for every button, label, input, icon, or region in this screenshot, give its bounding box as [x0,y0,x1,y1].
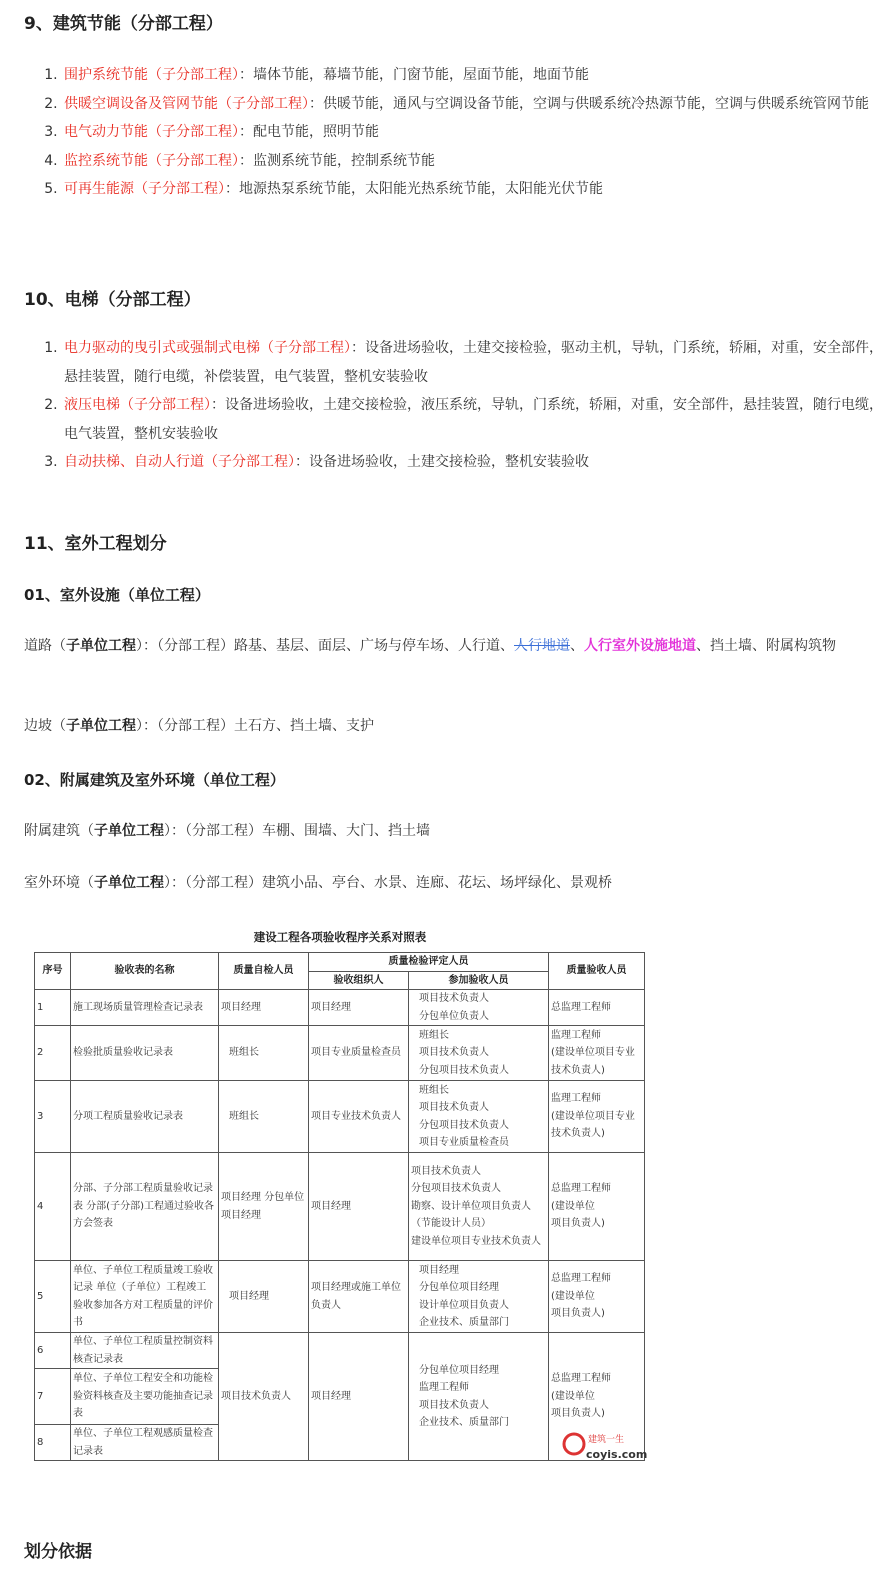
section-9-list [24,61,892,204]
env-paragraph: 室外环境（子单位工程）：（分部工程）建筑小品、亭台、水景、连廊、花坛、场坪绿化、景观桥 [24,875,612,891]
header-org: 验收组织人 [309,971,409,990]
table-row: 5 单位、子单位工程质量竣工验收记录 单位（子单位）工程竣工验收参加各方对工程质量的评价书 项目经理 项目经理或施工单位负责人 项目经理 分包单位项目经理 设计单位项目负责人 企业技术、质量部门 总监理工程师 (建设单位 项目负责人) [35,1261,645,1333]
subsection-02-title: 02、附属建筑及室外环境（单位工程） [24,771,285,789]
header-no: 序号 [35,953,71,990]
header-final: 质量验收人员 [549,953,645,990]
header-part: 参加验收人员 [409,971,549,990]
header-name: 验收表的名称 [71,953,219,990]
section-9-title: 9、建筑节能（分部工程） [24,14,223,34]
table-row: 4 分部、子分部工程质量验收记录表 分部(子分部)工程通过验收各方会签表 项目经理 分包单位项目经理 项目经理 项目技术负责人 分包项目技术负责人 勘察、设计单位项目负责人 （节能设计人员） 建设单位项目专业技术负责人 总监理工程师 (建设单位 项目负责人) [35,1153,645,1261]
list-item: 3. 自动扶梯、自动人行道（子分部工程）：设备进场验收，土建交接检验，整机安装验收 [62,448,892,477]
acceptance-table [34,952,648,1461]
table-row: 6 单位、子单位工程质量控制资料核查记录表 项目技术负责人 项目经理 分包单位项目经理 监理工程师 项目技术负责人 企业技术、质量部门 总监理工程师 (建设单位 项目负责人) [35,1333,645,1369]
list-item: 2. 液压电梯（子分部工程）：设备进场验收，土建交接检验，液压系统，导轨，门系统，轿厢，对重，安全部件，悬挂装置，随行电缆，电气装置，整机安装验收 [62,391,892,448]
annex-paragraph: 附属建筑（子单位工程）：（分部工程）车棚、围墙、大门、挡土墙 [24,823,430,839]
table-row: 1 施工现场质量管理检查记录表 项目经理 项目经理 项目技术负责人 分包单位负责人 总监理工程师 [35,990,645,1026]
watermark-text: coyis.com [586,1448,648,1461]
header-group: 质量检验评定人员 [309,953,549,972]
road-paragraph: 道路（子单位工程）：（分部工程）路基、基层、面层、广场与停车场、人行道、人行地道、人行室外设施地道、挡土墙、附属构筑物 [24,638,836,654]
table-row: 8 单位、子单位工程观感质量检查记录表 [35,1425,645,1461]
subsection-01-title: 01、室外设施（单位工程） [24,586,210,604]
footer-heading: 划分依据 [24,1542,92,1562]
table-row: 7 单位、子单位工程安全和功能检验资料核查及主要功能抽查记录表 [35,1369,645,1425]
list-item: 1. 电力驱动的曳引式或强制式电梯（子分部工程）：设备进场验收，土建交接检验，驱动主机，导轨，门系统，轿厢，对重，安全部件，悬挂装置，随行电缆，补偿装置，电气装置，整机安装验收 [62,334,892,391]
section-10-title: 10、电梯（分部工程） [24,290,201,310]
section-10-list [24,334,892,477]
header-self: 质量自检人员 [219,953,309,990]
slope-paragraph: 边坡（子单位工程）：（分部工程）土石方、挡土墙、支护 [24,718,374,734]
watermark-logo [562,1428,648,1464]
list-item: 4. 监控系统节能（子分部工程）：监测系统节能，控制系统节能 [62,147,892,176]
acceptance-table-figure [34,926,646,1470]
table-row: 3 分项工程质量验收记录表 班组长 项目专业技术负责人 班组长 项目技术负责人 分包项目技术负责人 项目专业质量检查员 监理工程师 (建设单位项目专业技术负责人) [35,1081,645,1153]
list-item: 3. 电气动力节能（子分部工程）：配电节能，照明节能 [62,118,892,147]
section-11-title: 11、室外工程划分 [24,534,167,554]
list-item: 2. 供暖空调设备及管网节能（子分部工程）：供暖节能，通风与空调设备节能，空调与供暖系统冷热源节能，空调与供暖系统管网节能 [62,90,892,119]
list-item: 1. 围护系统节能（子分部工程）：墙体节能，幕墙节能，门窗节能，屋面节能，地面节能 [62,61,892,90]
table-row: 2 检验批质量验收记录表 班组长 项目专业质量检查员 班组长 项目技术负责人 分包项目技术负责人 监理工程师 (建设单位项目专业技术负责人) [35,1026,645,1081]
list-item: 5. 可再生能源（子分部工程）：地源热泵系统节能，太阳能光热系统节能，太阳能光伏节能 [62,175,892,204]
watermark-brand: 建筑一生 [588,1435,625,1445]
table-title: 建设工程各项验收程序关系对照表 [253,930,427,944]
